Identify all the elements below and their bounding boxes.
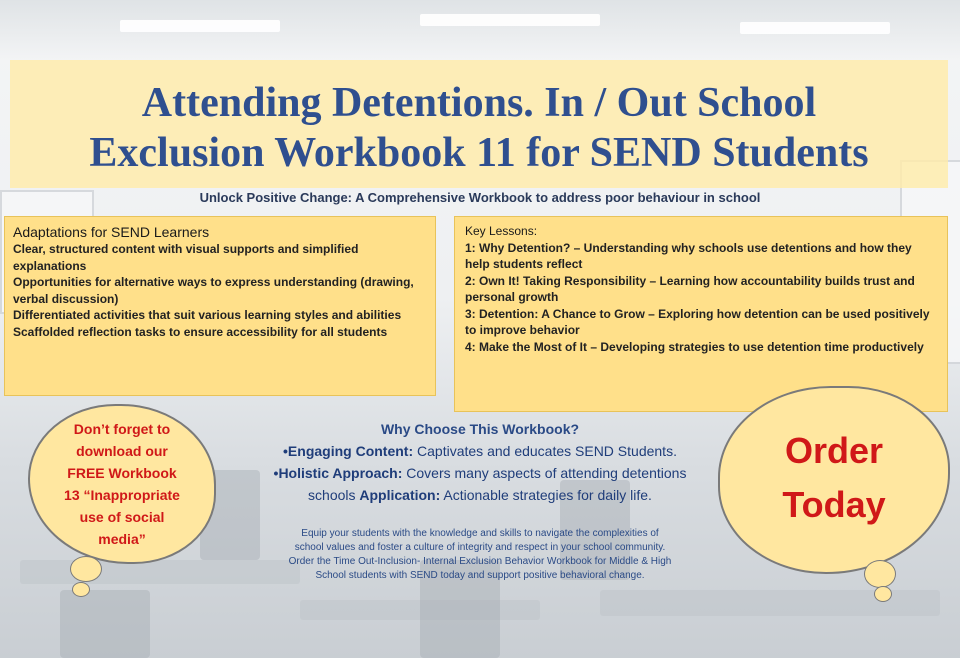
equip-line: Order the Time Out-Inclusion- Internal Exclusion Behavior Workbook for Middle & High (288, 556, 672, 567)
why-point-text: Covers many aspects of attending detentions (402, 465, 687, 481)
why-point (220, 462, 740, 484)
adaptation-item: Opportunities for alternative ways to express understanding (drawing, verbal discussion) (13, 275, 414, 306)
free-line: 13 “Inappropriate (64, 487, 180, 503)
adaptation-item: Clear, structured content with visual supports and simplified explanations (13, 242, 359, 273)
adaptations-box (4, 216, 436, 396)
title-line-2: Exclusion Workbook 11 for SEND Students (89, 130, 869, 176)
why-choose-section (220, 418, 740, 506)
thought-bubble (864, 560, 896, 588)
adaptation-item: Differentiated activities that suit various learning styles and abilities (13, 308, 402, 322)
thought-bubble (72, 582, 90, 597)
page-title (10, 78, 948, 178)
why-point-prefix: schools (308, 487, 360, 503)
free-line: media” (98, 531, 146, 547)
adaptation-item: Scaffolded reflection tasks to ensure accessibility for all students (13, 324, 388, 339)
thought-bubble (70, 556, 102, 582)
why-heading: Why Choose This Workbook? (380, 421, 580, 437)
lesson-item: 1: Why Detention? – Understanding why schools use detentions and how they help students reflect (465, 240, 912, 271)
subtitle: Unlock Positive Change: A Comprehensive Workbook to address poor behaviour in school (199, 190, 761, 205)
why-point-text: Captivates and educates SEND Students. (413, 443, 677, 459)
ceiling-light (740, 22, 890, 34)
equip-line: school values and foster a culture of integrity and respect in your school community. (294, 542, 666, 553)
free-line: Don’t forget to (73, 421, 171, 437)
lesson-item: 3: Detention: A Chance to Grow – Exploring how detention can be used positively to improve behavior (465, 306, 930, 337)
free-line: FREE Workbook (67, 465, 177, 481)
ceiling-light (420, 14, 600, 26)
why-point-text: Actionable strategies for daily life. (440, 487, 652, 503)
title-line-1: Attending Detentions. In / Out School (141, 80, 817, 126)
equip-paragraph (240, 527, 720, 583)
lesson-item: 2: Own It! Taking Responsibility – Learning how accountability builds trust and personal growth (465, 273, 915, 304)
why-point-label: Application: (359, 487, 441, 503)
why-point (220, 484, 740, 506)
lesson-item: 4: Make the Most of It – Developing strategies to use detention time productively (465, 339, 924, 354)
order-line: Order (784, 430, 884, 471)
equip-line: School students with SEND today and support positive behavioral change. (315, 570, 645, 581)
why-point (220, 440, 740, 462)
free-line: use of social (79, 509, 165, 525)
equip-line: Equip your students with the knowledge and skills to navigate the complexities of (301, 528, 659, 539)
why-point-label: •Holistic Approach: (273, 465, 403, 481)
free-line: download our (76, 443, 168, 459)
why-point-label: •Engaging Content: (283, 443, 414, 459)
free-workbook-text[interactable] (44, 418, 200, 550)
ceiling-light (120, 20, 280, 32)
adaptations-heading: Adaptations for SEND Learners (13, 224, 210, 240)
order-today-button[interactable] (730, 424, 938, 532)
thought-bubble (874, 586, 892, 602)
chair (60, 590, 150, 658)
key-lessons-box (454, 216, 948, 412)
order-line: Today (782, 484, 886, 525)
key-lessons-heading: Key Lessons: (465, 224, 538, 238)
